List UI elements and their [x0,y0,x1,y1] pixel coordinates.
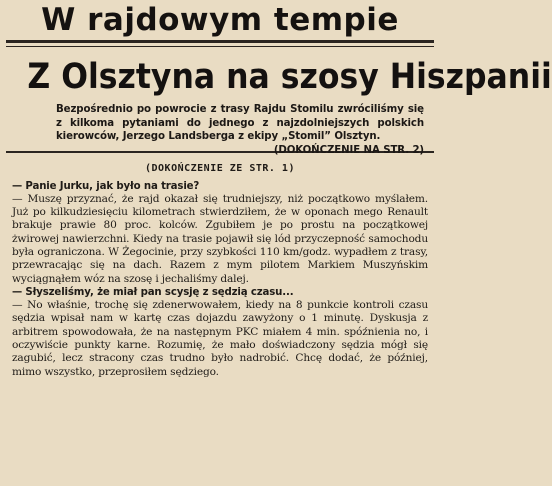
continued-from-note: (DOKOŃCZENIE ZE STR. 1) [145,162,295,174]
article-headline: Z Olsztyna na szosy Hiszpanii [27,57,552,97]
article-lead [56,103,424,156]
article-body [12,180,428,379]
section-divider-thin [6,46,434,47]
interview-answer: — Muszę przyznać, że rajd okazał się trudniejszy, niż początkowo myślałem. Już po kilkudziesięciu kilometrach stwierdziłem, że w oponach mego Renault brakuje prawie 80 proc. kolców. Zgubiłem je po prostu na początkowej żwirowej nawierzchni. Kiedy na trasie pojawił się lód przyczepność samochodu była ograniczona. W Żegocinie, przy szybkości 110 km/godz. wypadłem z trasy, przewracając się na dach. Razem z mym pilotem Markiem Muszyńskim wyciągnąłem wóz na szosę i jechaliśmy dalej. [12,192,428,285]
section-divider [6,40,434,43]
lead-continuation-note: (DOKOŃCZENIE NA STR. 2) [273,144,424,156]
section-title: W rajdowym tempie [41,2,399,38]
lead-text: Bezpośrednio po powrocie z trasy Rajdu Stomilu zwróciliśmy się z kilkoma pytaniami do jednego z najzdolniejszych polskich kierowców, Jerzego Landsberga z ekipy „Stomil” Olsztyn. [56,104,424,142]
interview-question: — Słyszeliśmy, że miał pan scysję z sędzią czasu... [12,286,294,298]
interview-question: — Panie Jurku, jak było na trasie? [12,180,200,192]
interview-answer: — No właśnie, trochę się zdenerwowałem, kiedy na 8 punkcie kontroli czasu sędzia wpisał nam w kartę czas dojazdu zawyżony o 1 minutę. Dyskusja z arbitrem spowodowała, że na następnym PKC miałem 4 min. spóźnienia no, i oczywiście punkty karne. Rozumię, że mało doświadczony sędzia mógł się zagubić, lecz stracony czas trudno było nadrobić. Chcę dodać, że później, mimo wszystko, przeprosiłem sędziego. [12,299,428,378]
